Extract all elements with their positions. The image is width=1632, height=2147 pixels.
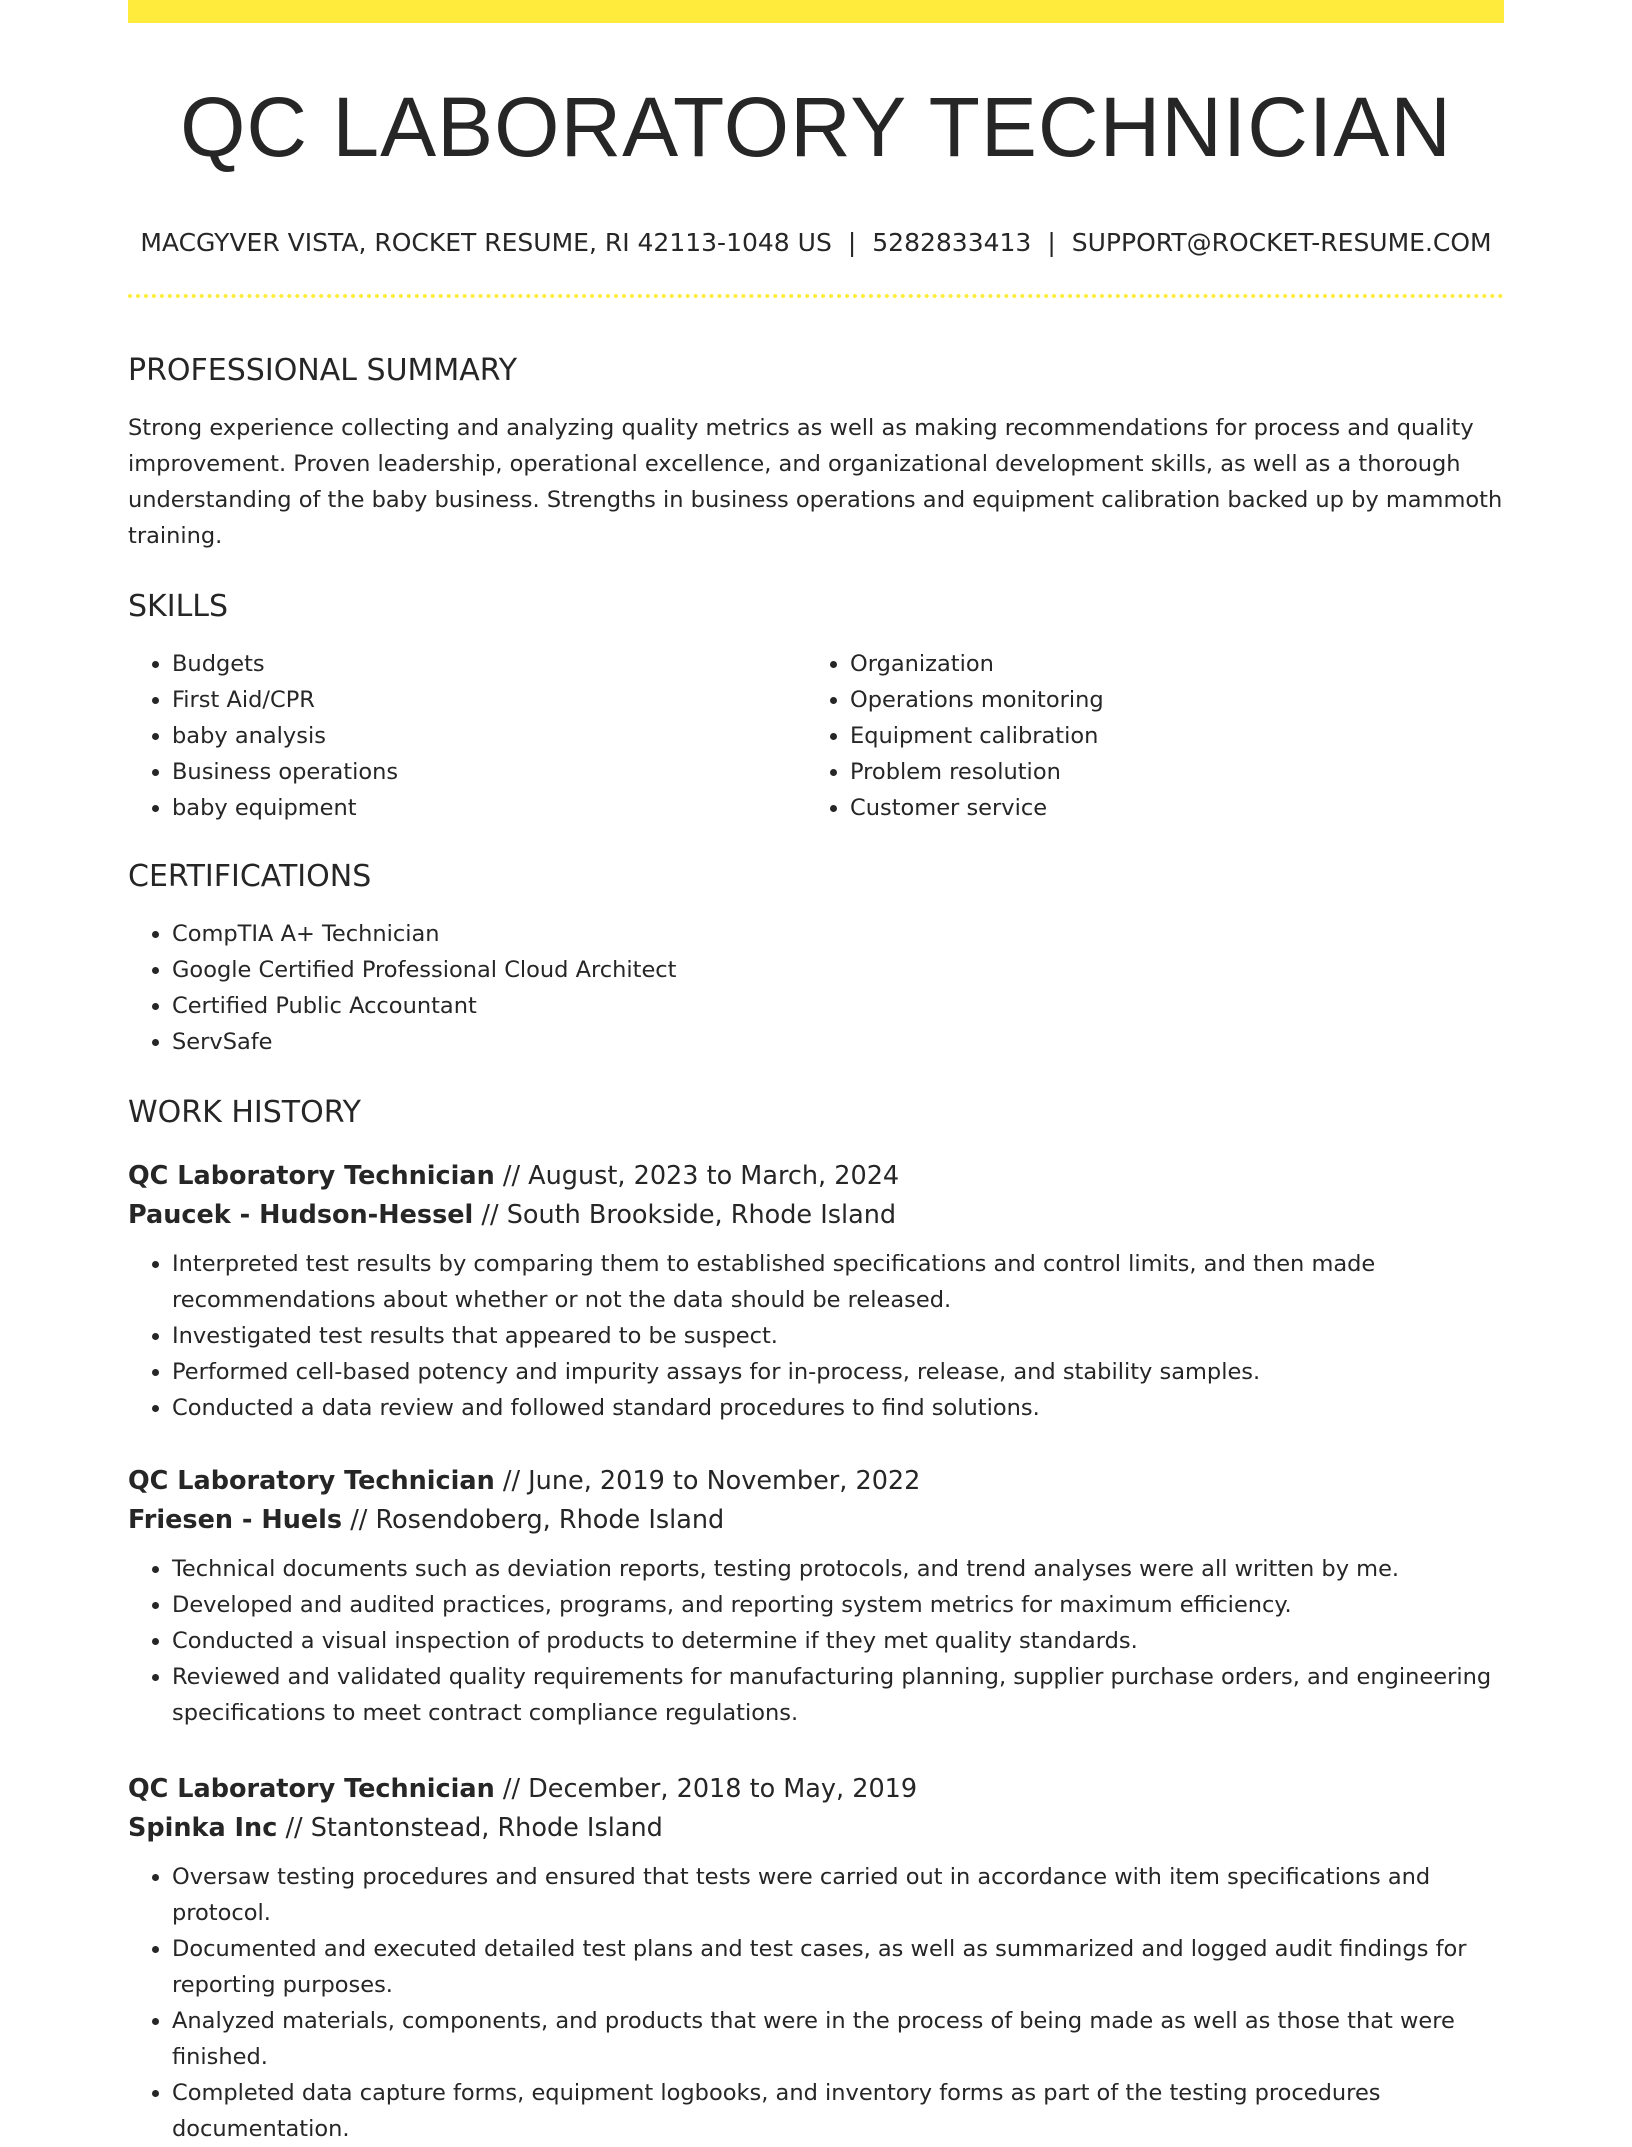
job-bullet: • Reviewed and validated quality requirements for manufacturing planning, supplier purchase orders, and engineering specifications to meet contract compliance regulations. (172, 1659, 1504, 1731)
job-bullets (128, 1551, 1504, 1731)
job-title-line (128, 1157, 1504, 1196)
job-title-line (128, 1462, 1504, 1501)
job-role: QC Laboratory Technician (128, 1774, 495, 1804)
job-role: QC Laboratory Technician (128, 1161, 495, 1191)
certifications-list (128, 916, 1504, 1060)
skill-item: • Customer service (850, 790, 1484, 826)
delimiter: // (502, 1161, 521, 1191)
summary-section (128, 353, 1504, 554)
job-bullet: • Performed cell-based potency and impurity assays for in-process, release, and stability samples. (172, 1354, 1504, 1390)
dotted-divider (128, 294, 1504, 298)
certification-item: • CompTIA A+ Technician (172, 916, 1504, 952)
job-entry (128, 1157, 1504, 1426)
job-location: South Brookside, Rhode Island (506, 1200, 897, 1230)
certification-item: • Certified Public Accountant (172, 988, 1504, 1024)
job-company-line (128, 1501, 1504, 1540)
job-role: QC Laboratory Technician (128, 1466, 495, 1496)
job-bullet: • Conducted a data review and followed standard procedures to find solutions. (172, 1390, 1504, 1426)
job-bullet: • Documented and executed detailed test plans and test cases, as well as summarized and logged audit findings for reporting purposes. (172, 1931, 1504, 2003)
job-dates: June, 2019 to November, 2022 (528, 1466, 921, 1496)
delimiter: // (350, 1505, 368, 1535)
skill-item: • Operations monitoring (850, 682, 1484, 718)
job-dates: August, 2023 to March, 2024 (528, 1161, 900, 1191)
job-bullet: • Analyzed materials, components, and products that were in the process of being made as well as those that were finished. (172, 2003, 1504, 2075)
job-location: Rosendoberg, Rhode Island (375, 1505, 725, 1535)
skills-list-left (128, 646, 806, 826)
summary-text: Strong experience collecting and analyzing quality metrics as well as making recommendations for process and quality improvement. Proven leadership, operational excellence, and organizational development skills, as well as a thorough understanding of the baby business. Strengths in business operations and equipment calibration backed up by mammoth training. (128, 415, 1503, 549)
skill-item: • Problem resolution (850, 754, 1484, 790)
skill-item: • Budgets (172, 646, 806, 682)
delimiter: // (502, 1466, 521, 1496)
job-bullet: • Interpreted test results by comparing them to established specifications and control limits, and then made recommendations about whether or not the data should be released. (172, 1246, 1504, 1318)
job-bullet: • Completed data capture forms, equipment logbooks, and inventory forms as part of the testing procedures documentation. (172, 2075, 1504, 2147)
skills-section (128, 589, 1504, 826)
skills-list-right (806, 646, 1484, 826)
skill-item: • baby analysis (172, 718, 806, 754)
accent-top-bar (128, 0, 1504, 23)
job-bullet: • Conducted a visual inspection of products to determine if they met quality standards. (172, 1623, 1504, 1659)
job-company: Paucek - Hudson-Hessel (128, 1200, 474, 1230)
job-dates: December, 2018 to May, 2019 (528, 1774, 918, 1804)
skills-column-right (806, 646, 1484, 826)
section-title-work-history: WORK HISTORY (128, 1095, 361, 1130)
job-bullet: • Technical documents such as deviation reports, testing protocols, and trend analyses were all written by me. (172, 1551, 1504, 1587)
delimiter: // (481, 1200, 499, 1230)
skill-item: • Organization (850, 646, 1484, 682)
skill-item: • baby equipment (172, 790, 806, 826)
skills-columns (128, 646, 1504, 826)
job-entry (128, 1770, 1504, 2147)
page-title: QC LABORATORY TECHNICIAN (180, 80, 1452, 174)
job-location: Stantonstead, Rhode Island (310, 1813, 663, 1843)
section-title-skills: SKILLS (128, 589, 229, 624)
work-history-section (128, 1095, 1504, 1130)
job-entry (128, 1462, 1504, 1731)
job-company-line (128, 1809, 1504, 1848)
job-company-line (128, 1196, 1504, 1235)
resume-page (128, 0, 1504, 2142)
contact-phone: 5282833413 (872, 228, 1032, 257)
contact-separator: | (847, 228, 857, 257)
certification-item: • ServSafe (172, 1024, 1504, 1060)
certification-item: • Google Certified Professional Cloud Architect (172, 952, 1504, 988)
skill-item: • Business operations (172, 754, 806, 790)
contact-address: MACGYVER VISTA, ROCKET RESUME, RI 42113-1048 US (140, 228, 832, 257)
job-bullet: • Developed and audited practices, programs, and reporting system metrics for maximum efficiency. (172, 1587, 1504, 1623)
job-bullets (128, 1859, 1504, 2147)
job-bullets (128, 1246, 1504, 1426)
job-bullet: • Oversaw testing procedures and ensured that tests were carried out in accordance with item specifications and protocol. (172, 1859, 1504, 1931)
job-company: Spinka Inc (128, 1813, 278, 1843)
section-title-certifications: CERTIFICATIONS (128, 859, 372, 894)
skill-item: • First Aid/CPR (172, 682, 806, 718)
skills-column-left (128, 646, 806, 826)
delimiter: // (502, 1774, 521, 1804)
contact-line (128, 230, 1504, 255)
skill-item: • Equipment calibration (850, 718, 1484, 754)
section-title-summary: PROFESSIONAL SUMMARY (128, 353, 518, 388)
job-company: Friesen - Huels (128, 1505, 343, 1535)
job-title-line (128, 1770, 1504, 1809)
certifications-section (128, 859, 1504, 1060)
contact-separator: | (1047, 228, 1056, 257)
job-bullet: • Investigated test results that appeared to be suspect. (172, 1318, 1504, 1354)
delimiter: // (285, 1813, 303, 1843)
contact-email: SUPPORT@ROCKET-RESUME.COM (1071, 228, 1492, 257)
